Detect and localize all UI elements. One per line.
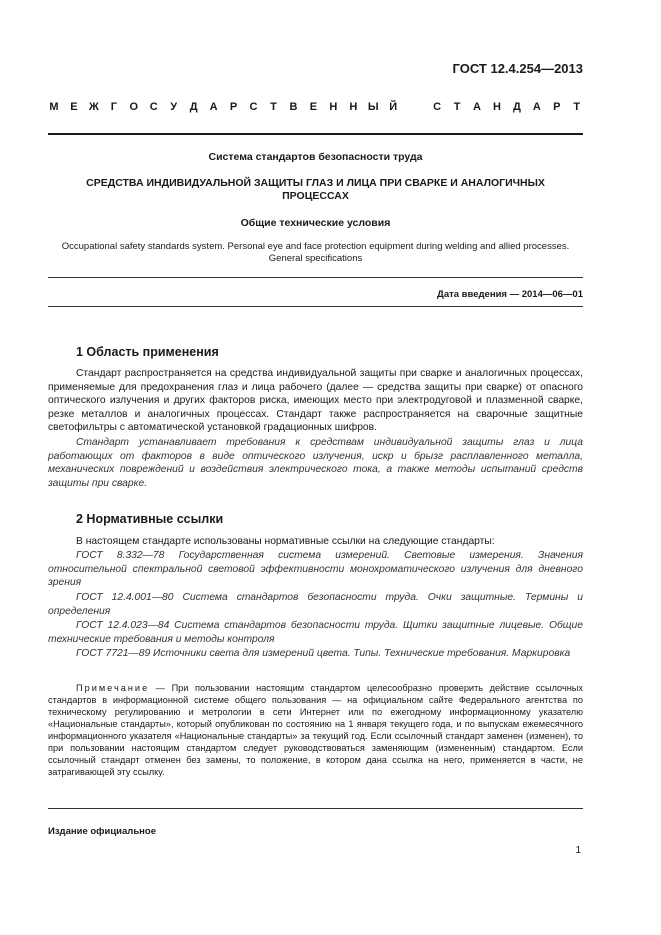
standard-kind-letter: Г xyxy=(110,101,117,113)
standard-kind-letter: А xyxy=(532,101,541,113)
reference-item: ГОСТ 8.332—78 Государственная система измерений. Световые измерения. Значения относительной спектральной световой эффективности монохроматического излучения для дневного зрения xyxy=(48,550,583,589)
english-title: Occupational safety standards system. Personal eye and face protection equipment during welding and allied processes. General specifications xyxy=(61,241,570,264)
standard-kind-heading xyxy=(48,101,583,115)
standard-kind-letter: С xyxy=(249,101,258,113)
standard-kind-letter: Е xyxy=(70,101,78,113)
header-rule xyxy=(48,133,583,135)
word-gap xyxy=(407,101,423,115)
standard-kind-letter: С xyxy=(433,101,442,113)
note-block xyxy=(48,682,583,778)
standard-kind-letter: Н xyxy=(329,101,338,113)
section-2-heading: 2 Нормативные ссылки xyxy=(76,512,224,526)
standard-kind-letter: Н xyxy=(492,101,501,113)
page-number: 1 xyxy=(575,845,581,856)
document-subtitle: Общие технические условия xyxy=(240,217,391,229)
standard-kind-letter: А xyxy=(209,101,218,113)
footer-rule xyxy=(48,808,583,809)
document-title: СРЕДСТВА ИНДИВИДУАЛЬНОЙ ЗАЩИТЫ ГЛАЗ И ЛИЦА ПРИ СВАРКЕ И АНАЛОГИЧНЫХ ПРОЦЕССАХ xyxy=(86,177,545,202)
standard-kind-letter: Е xyxy=(309,101,318,113)
document-code: ГОСТ 12.4.254—2013 xyxy=(452,61,583,76)
reference-item: ГОСТ 12.4.001—80 Система стандартов безопасности труда. Очки защитные. Термины и определения xyxy=(48,592,583,617)
standard-kind-letter: Ж xyxy=(88,101,99,113)
standard-kind-letter: Т xyxy=(453,101,461,113)
reference-item: ГОСТ 12.4.023—84 Система стандартов безопасности труда. Щитки защитные лицевые. Общие технические требования и методы контроля xyxy=(48,620,583,645)
standard-kind-letter: Д xyxy=(513,101,521,113)
standard-kind-letter: У xyxy=(170,101,178,113)
edition-label: Издание официальное xyxy=(48,826,156,837)
standard-kind-letter: В xyxy=(289,101,298,113)
standard-kind-letter: Р xyxy=(553,101,561,113)
date-rule xyxy=(48,306,583,307)
standard-kind-letter: Н xyxy=(349,101,358,113)
standard-kind-letter: Р xyxy=(229,101,238,113)
standard-kind-letter: Й xyxy=(389,101,398,113)
section-1-paragraph-2: Стандарт устанавливает требования к средствам индивидуальной защиты глаз и лица работающих от факторов в виде оптического излучения, искр и брызг расплавленного металла, механических повреждений и воздействия электрического тока, а также методы испытаний средств защиты при сварке. xyxy=(48,437,583,489)
standard-kind-letter: Т xyxy=(270,101,277,113)
standard-kind-letter: Ы xyxy=(367,101,379,113)
section-1-heading: 1 Область применения xyxy=(76,345,219,359)
standard-kind-letter: М xyxy=(49,101,59,113)
standard-kind-letter: О xyxy=(129,101,139,113)
introduction-date: Дата введения — 2014—06—01 xyxy=(437,289,583,300)
series-title: Система стандартов безопасности труда xyxy=(208,151,423,163)
note-text: — При пользовании настоящим стандартом целесообразно проверить действие ссылочных стандартов в информационной системе общего пользования — на официальном сайте Федерального агентства по техническому регулированию и метрологии в сети Интернет или по ежегодному информационному указателю «Национальные стандарты», который опубликован по состоянию на 1 января текущего года, и по выпускам ежемесячного информационного указателя «Национальные стандарты» за текущий год. Если ссылочный стандарт заменен (изменен), то при пользовании настоящим стандартом следует руководствоваться заменяющим (измененным) стандартом. Если ссылочный стандарт отменен без замены, то положение, в котором дана ссылка на него, применяется в части, не затрагивающей эту ссылку. xyxy=(48,683,583,777)
reference-item: ГОСТ 7721—89 Источники света для измерений цвета. Типы. Технические требования. Маркировка xyxy=(76,648,571,659)
standard-kind-letter: Т xyxy=(573,101,581,113)
standard-kind-letter: А xyxy=(473,101,481,113)
title-rule xyxy=(48,277,583,278)
standard-kind-letter: Д xyxy=(189,101,198,113)
note-label: Примечание xyxy=(76,683,150,693)
section-1-paragraph-1: Стандарт распространяется на средства индивидуальной защиты при сварке и аналогичных процессах, применяемые для предохранения глаз и лица рабочего (далее — средства защиты при сварке) от опасного оптического излучения и других факторов риска, имеющих место при электродуговой и плазменной сварке, резке металлов и аналогичных процессах. Стандарт также распространяется на сварочные защитные светофильтры с автоматической установкой градационных шифров. xyxy=(48,368,583,434)
standard-kind-letter: С xyxy=(149,101,158,113)
references-intro: В настоящем стандарте использованы нормативные ссылки на следующие стандарты: xyxy=(76,536,495,547)
